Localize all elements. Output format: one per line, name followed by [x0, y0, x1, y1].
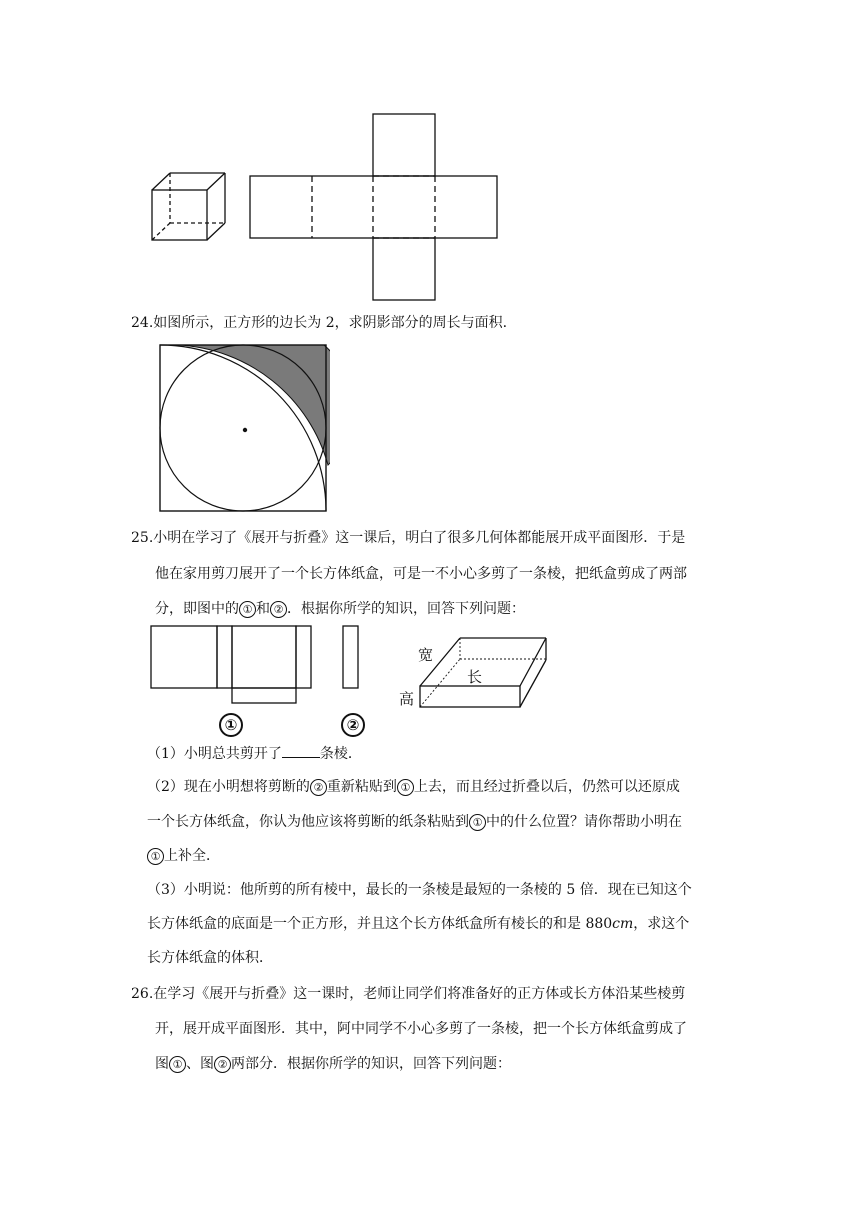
question-25-line2	[155, 564, 687, 584]
text-part: 长方体纸盒的体积．	[147, 950, 273, 966]
question-25-sub3-line1	[147, 880, 692, 900]
box-drawing	[420, 638, 546, 707]
question-25-sub1	[147, 743, 362, 764]
figure-label-2: ②	[341, 713, 365, 737]
square-circle-figure	[158, 343, 330, 515]
circled-number-1: ①	[169, 1056, 186, 1073]
circled-number-1: ①	[397, 779, 414, 796]
question-text: 在学习《展开与折叠》这一课时，老师让同学们将准备好的正方体或长方体沿某些棱剪	[153, 986, 686, 1002]
question-text: 开，展开成平面图形．其中，阿中同学不小心多剪了一条棱，把一个长方体纸盒剪成了	[155, 1021, 687, 1037]
circled-number-1: ①	[469, 814, 486, 831]
question-number: 26.	[131, 986, 154, 1002]
text-part: 上补全．	[164, 848, 220, 864]
circled-number-1: ①	[147, 848, 164, 865]
text-part: 图	[155, 1056, 169, 1072]
question-text: 如图所示，正方形的边长为 2，求阴影部分的周长与面积.	[153, 315, 508, 331]
text-part: （2）现在小明想将剪断的	[147, 779, 310, 795]
cube-drawing	[152, 173, 225, 240]
box-length-label: 长	[467, 668, 483, 686]
text-part: ，求这个	[633, 916, 690, 932]
text-part: ．根据你所学的知识，回答下列问题：	[287, 601, 525, 617]
circled-number-1: ①	[239, 601, 256, 618]
question-25-sub2-line2	[147, 812, 682, 832]
question-number: 25.	[131, 530, 154, 546]
shaded-region	[178, 345, 330, 465]
net-piece-1	[151, 626, 311, 703]
question-text: 小明在学习了《展开与折叠》这一课后，明白了很多几何体都能展开成平面图形．于是	[153, 530, 686, 546]
box-width-label: 宽	[418, 646, 434, 664]
question-26-line1	[131, 984, 685, 1004]
question-number: 24.	[131, 315, 154, 331]
text-part: 长方体纸盒的底面是一个正方形，并且这个长方体纸盒所有棱长的和是 880	[147, 916, 613, 932]
circled-number-2: ②	[270, 601, 287, 618]
question-26-line2	[155, 1019, 687, 1039]
cube-net-drawing	[250, 114, 497, 300]
question-25-line3	[155, 599, 525, 619]
text-part: 上去，而且经过折叠以后，仍然可以还原成	[413, 779, 680, 795]
question-25-line1	[131, 528, 685, 548]
text-part: 两部分．根据你所学的知识，回答下列问题：	[231, 1056, 511, 1072]
text-part: （3）小明说：他所剪的所有棱中，最长的一条棱是最短的一条棱的 5 倍．现在已知这个	[147, 882, 692, 898]
question-24	[131, 313, 507, 333]
question-26-line3	[155, 1054, 511, 1074]
answer-blank[interactable]	[282, 743, 320, 758]
figure-label-1: ①	[219, 713, 243, 737]
question-text: 他在家用剪刀展开了一个长方体纸盒，可是一不小心多剪了一条棱，把纸盒剪成了两部	[155, 566, 687, 582]
question-25-sub2-line1	[147, 777, 680, 797]
cube-and-net-figure	[140, 110, 510, 305]
box-height-label: 高	[399, 690, 415, 708]
question-25-sub3-line3	[147, 948, 273, 968]
text-part: 和	[256, 601, 270, 617]
unit-text: cm	[612, 916, 634, 932]
center-dot	[243, 428, 247, 432]
text-part: （1）小明总共剪开了	[147, 746, 282, 762]
net-piece-2	[343, 626, 358, 688]
text-part: 重新粘贴到	[326, 779, 397, 795]
text-part: 一个长方体纸盒，你认为他应该将剪断的纸条粘贴到	[147, 814, 469, 830]
text-part: 条棱．	[319, 746, 362, 762]
question-25-sub2-line3	[147, 846, 220, 866]
text-part: 分，即图中的	[155, 601, 239, 617]
text-part: 、图	[186, 1056, 214, 1072]
question-25-sub3-line2	[147, 914, 689, 934]
circled-number-2: ②	[310, 779, 327, 796]
text-part: 中的什么位置？请你帮助小明在	[486, 814, 682, 830]
circled-number-2: ②	[214, 1056, 231, 1073]
